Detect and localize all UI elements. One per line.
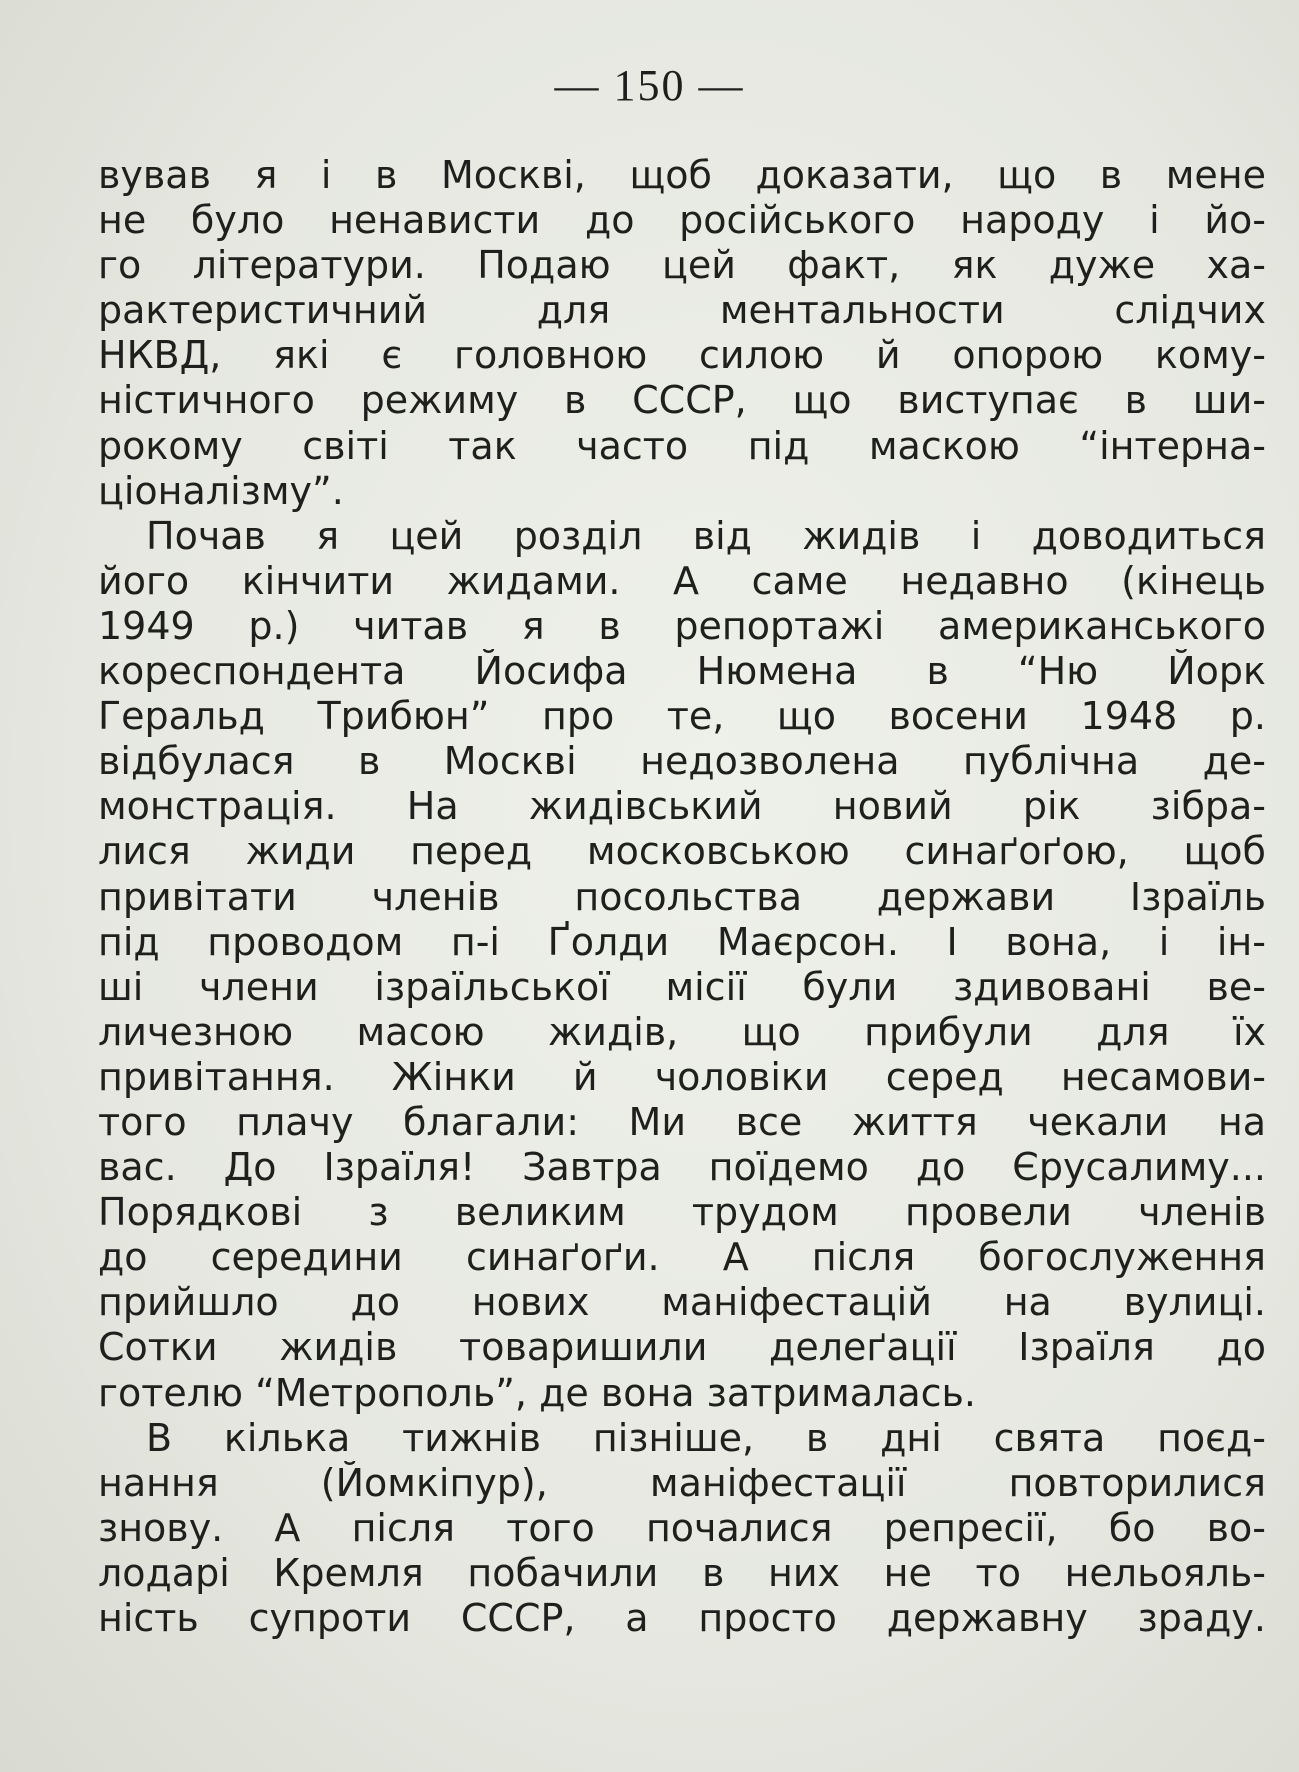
body-text — [98, 153, 1266, 1641]
text-line: прийшло до нових маніфестацій на вулиці. — [98, 1280, 1266, 1325]
text-line: його кінчити жидами. А саме недавно (кінець — [98, 558, 1266, 603]
text-line: привітання. Жінки й чоловіки серед несамови- — [98, 1054, 1266, 1099]
text-line: Сотки жидів товаришили делеґації Ізраїля до — [98, 1325, 1266, 1370]
text-line: нання (Йомкіпур), маніфестації повторилися — [98, 1460, 1266, 1505]
text-line: Геральд Трибюн” про те, що восени 1948 р. — [98, 694, 1266, 739]
text-line: ші члени ізраїльської місії були здивовані ве- — [98, 964, 1266, 1009]
text-line: рокому світі так часто під маскою “інтерна- — [98, 423, 1266, 468]
text-line: привітати членів посольства держави Ізраїль — [98, 874, 1266, 919]
text-line: ність супроти СССР, а просто державну зраду. — [98, 1596, 1266, 1640]
page-number: — 150 — — [554, 61, 745, 110]
text-line: лодарі Кремля побачили в них не то нельояль- — [98, 1550, 1266, 1595]
text-line: кореспондента Йосифа Нюмена в “Ню Йорк — [98, 649, 1266, 694]
text-line: готелю “Метрополь”, де вона затрималась. — [98, 1370, 976, 1415]
text-line: того плачу благали: Ми все життя чекали на — [98, 1099, 1266, 1144]
text-line: В кілька тижнів пізніше, в дні свята поєд- — [146, 1415, 1266, 1460]
text-line: до середини синаґоґи. А після богослуження — [98, 1235, 1266, 1280]
text-line: лися жиди перед московською синаґоґою, щоб — [98, 829, 1266, 874]
text-line: вував я і в Москві, щоб доказати, що в мене — [98, 153, 1266, 197]
text-line: під проводом п-і Ґолди Маєрсон. І вона, і ін- — [98, 919, 1266, 964]
text-line: Порядкові з великим трудом провели членів — [98, 1190, 1266, 1235]
text-line: не було ненависти до російського народу і йо- — [98, 198, 1266, 243]
text-line: рактеристичний для ментальности слідчих — [98, 288, 1266, 333]
text-line: вас. До Ізраїля! Завтра поїдемо до Єрусалиму... — [98, 1145, 1266, 1190]
text-line: ціоналізму”. — [98, 468, 344, 513]
text-line: монстрація. На жидівський новий рік зібра- — [98, 784, 1266, 829]
text-line: го літератури. Подаю цей факт, як дуже ха- — [98, 243, 1266, 288]
text-line: Почав я цей розділ від жидів і доводиться — [146, 513, 1266, 558]
text-line: знову. А після того почалися репресії, бо во- — [98, 1505, 1266, 1550]
text-line: 1949 р.) читав я в репортажі американського — [98, 603, 1266, 648]
text-line: НКВД, які є головною силою й опорою кому- — [98, 333, 1266, 378]
text-line: відбулася в Москві недозволена публічна де- — [98, 739, 1266, 784]
text-line: личезною масою жидів, що прибули для їх — [98, 1009, 1266, 1054]
text-line: ністичного режиму в СССР, що виступає в ши- — [98, 378, 1266, 423]
